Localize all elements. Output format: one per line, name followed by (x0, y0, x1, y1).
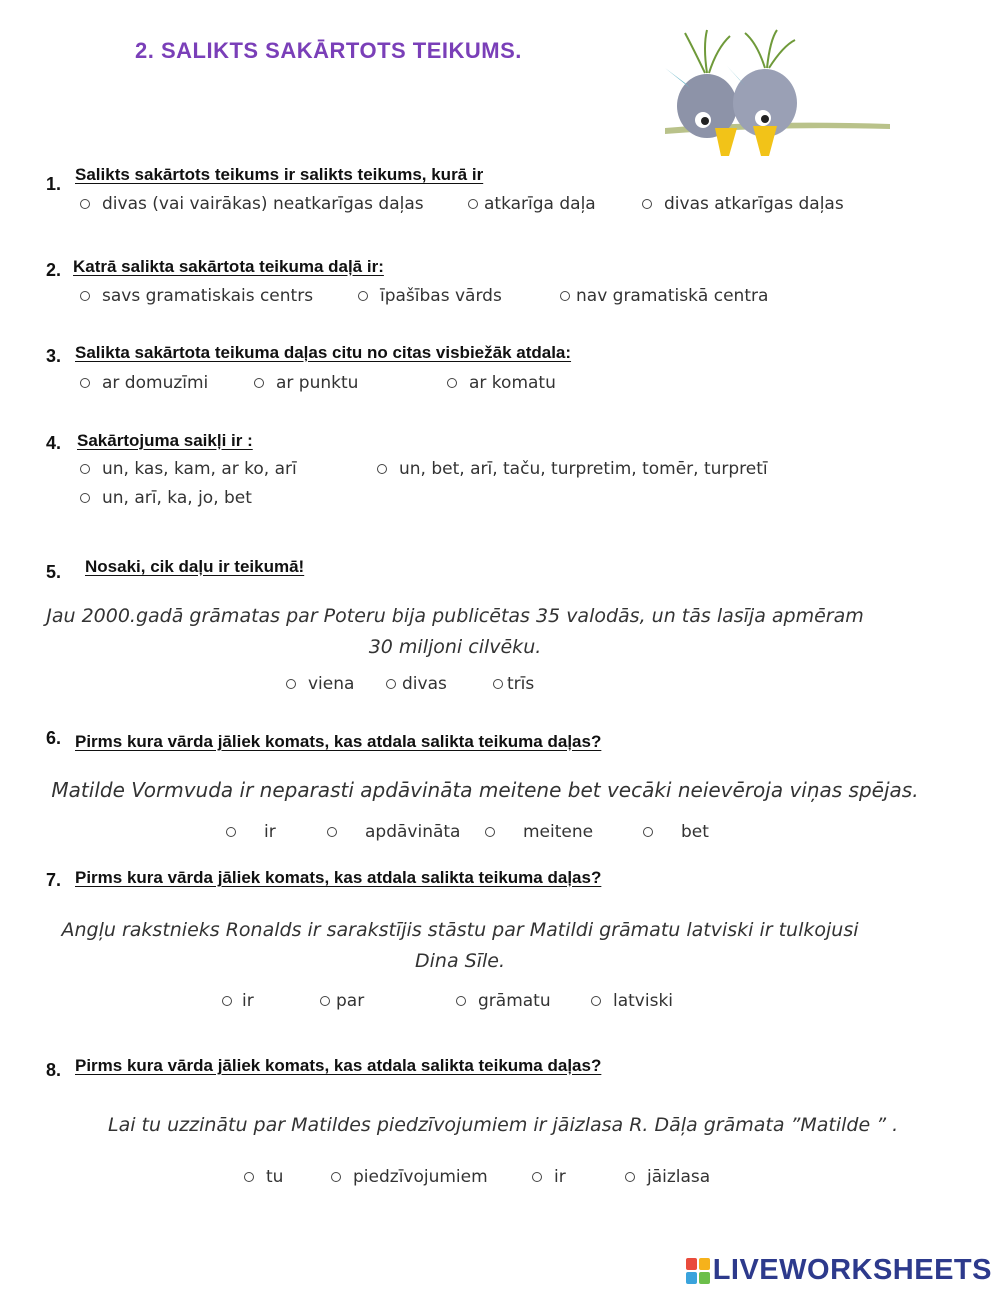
question-2-option-1[interactable]: savs gramatiskais centrs (80, 286, 313, 306)
sentence-line: Angļu rakstnieks Ronalds ir sarakstījis stāstu par Matildi grāmatu latviski ir tulkojusi (61, 919, 859, 941)
radio-button[interactable] (80, 493, 90, 503)
radio-button[interactable] (643, 827, 653, 837)
question-7-prompt: Pirms kura vārda jāliek komats, kas atdala salikta teikuma daļas? (75, 868, 602, 887)
liveworksheets-logo[interactable] (686, 1254, 992, 1287)
question-5-number: 5. (46, 562, 62, 582)
question-6-option-3[interactable]: meitene (485, 822, 593, 842)
radio-button[interactable] (226, 827, 236, 837)
radio-button[interactable] (254, 378, 264, 388)
question-8-option-2[interactable]: piedzīvojumiem (331, 1167, 488, 1187)
question-6-sentence: Matilde Vormvuda ir neparasti apdāvināta meitene bet vecāki neievēroja viņas spējas. (51, 778, 919, 802)
question-8-sentence: Lai tu uzzinātu par Matildes piedzīvojumiem ir jāizlasa R. Dāļa grāmata ”Matilde ” . (108, 1114, 899, 1136)
radio-button[interactable] (532, 1172, 542, 1182)
radio-button[interactable] (358, 291, 368, 301)
radio-button[interactable] (80, 199, 90, 209)
radio-button[interactable] (468, 199, 478, 209)
question-7-option-4[interactable]: latviski (591, 991, 673, 1011)
question-4-option-3[interactable]: un, arī, ka, jo, bet (80, 488, 252, 508)
question-1-option-1[interactable]: divas (vai vairākas) neatkarīgas daļas (80, 194, 424, 214)
radio-button[interactable] (327, 827, 337, 837)
question-1-prompt: Salikts sakārtots teikums ir salikts teikums, kurā ir (75, 165, 484, 184)
question-5-option-2[interactable]: divas (386, 674, 447, 694)
radio-button[interactable] (244, 1172, 254, 1182)
question-4-prompt: Sakārtojuma saikļi ir : (77, 431, 253, 450)
question-3-option-1[interactable]: ar domuzīmi (80, 373, 208, 393)
radio-button[interactable] (80, 291, 90, 301)
radio-button[interactable] (625, 1172, 635, 1182)
question-4-number: 4. (46, 433, 62, 453)
radio-button[interactable] (222, 996, 232, 1006)
birds-illustration (645, 28, 895, 158)
question-7-option-2[interactable]: par (320, 991, 364, 1011)
radio-button[interactable] (331, 1172, 341, 1182)
radio-button[interactable] (456, 996, 466, 1006)
sentence-line: Dina Sīle. (415, 950, 505, 972)
question-5-option-3[interactable]: trīs (493, 674, 534, 694)
question-1-option-3[interactable]: divas atkarīgas daļas (642, 194, 844, 214)
radio-button[interactable] (80, 378, 90, 388)
question-6-number: 6. (46, 728, 62, 748)
question-2-option-2[interactable]: īpašības vārds (358, 286, 502, 306)
question-3-option-3[interactable]: ar komatu (447, 373, 556, 393)
question-8-option-1[interactable]: tu (244, 1167, 283, 1187)
question-8-option-3[interactable]: ir (532, 1167, 566, 1187)
question-7-sentence (0, 915, 920, 977)
question-3-prompt: Salikta sakārtota teikuma daļas citu no citas visbiežāk atdala: (75, 343, 572, 362)
question-6-prompt: Pirms kura vārda jāliek komats, kas atdala salikta teikuma daļas? (75, 732, 602, 751)
radio-button[interactable] (485, 827, 495, 837)
question-8-number: 8. (46, 1060, 62, 1080)
radio-button[interactable] (493, 679, 503, 689)
question-1-number: 1. (46, 174, 62, 194)
question-3-number: 3. (46, 346, 62, 366)
question-7-number: 7. (46, 870, 62, 890)
question-2-option-3[interactable]: nav gramatiskā centra (560, 286, 768, 306)
sentence-line: 30 miljoni cilvēku. (368, 636, 542, 658)
question-4-option-1[interactable]: un, kas, kam, ar ko, arī (80, 459, 297, 479)
radio-button[interactable] (447, 378, 457, 388)
question-6-option-1[interactable]: ir (226, 822, 276, 842)
radio-button[interactable] (591, 996, 601, 1006)
question-8-option-4[interactable]: jāizlasa (625, 1167, 710, 1187)
radio-button[interactable] (320, 996, 330, 1006)
question-5-prompt: Nosaki, cik daļu ir teikumā! (85, 557, 305, 576)
page-title: 2. SALIKTS SAKĀRTOTS TEIKUMS. (135, 38, 522, 63)
question-4-option-2[interactable]: un, bet, arī, taču, turpretim, tomēr, turpretī (377, 459, 768, 479)
radio-button[interactable] (642, 199, 652, 209)
radio-button[interactable] (377, 464, 387, 474)
logo-text: LIVEWORKSHEETS (712, 1254, 992, 1286)
radio-button[interactable] (386, 679, 396, 689)
radio-button[interactable] (80, 464, 90, 474)
question-8-prompt: Pirms kura vārda jāliek komats, kas atdala salikta teikuma daļas? (75, 1056, 602, 1075)
radio-button[interactable] (560, 291, 570, 301)
question-5-option-1[interactable]: viena (286, 674, 354, 694)
logo-icon (686, 1258, 710, 1284)
question-2-prompt: Katrā salikta sakārtota teikuma daļā ir: (73, 257, 384, 276)
question-7-option-3[interactable]: grāmatu (456, 991, 551, 1011)
question-7-option-1[interactable]: ir (222, 991, 254, 1011)
radio-button[interactable] (286, 679, 296, 689)
question-3-option-2[interactable]: ar punktu (254, 373, 358, 393)
sentence-line: Jau 2000.gadā grāmatas par Poteru bija publicētas 35 valodās, un tās lasīja apmēram (46, 605, 864, 627)
question-1-option-2[interactable]: atkarīga daļa (468, 194, 596, 214)
question-5-sentence (0, 601, 910, 663)
question-2-number: 2. (46, 260, 62, 280)
question-6-option-4[interactable]: bet (643, 822, 709, 842)
question-6-option-2[interactable]: apdāvināta (327, 822, 460, 842)
